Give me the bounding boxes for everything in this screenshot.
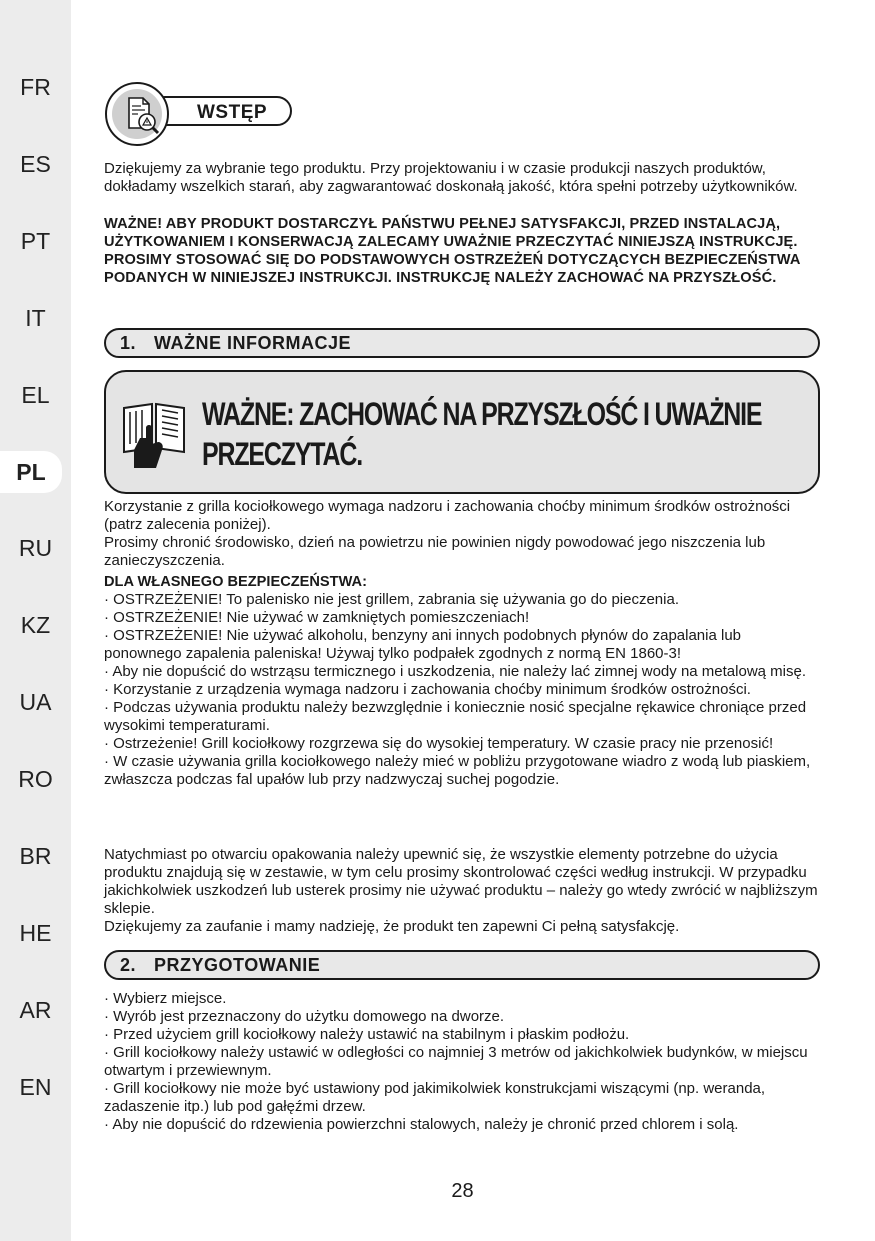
page-number: 28	[451, 1180, 474, 1202]
section-1-paragraph-3: Natychmiast po otwarciu opakowania należy upewnić się, że wszystkie elementy potrzebne do użycia produktu znajdują się w zestawie, w tym celu prosimy skontrolować części według instrukcji. W przypadku jakichkolwiek uszkodzeń lub usterek prosimy nie używać produktu – należy go wtedy zwrócić w najbliższym sklepie.	[104, 846, 818, 917]
safety-bullet-list	[104, 591, 820, 789]
list-item: · W czasie używania grilla kociołkowego należy mieć w pobliżu przygotowane wiadro z wodą lub piaskiem, zwłaszcza podczas fal upałów lub przy nadzwyczaj suchej pogodzie.	[104, 753, 811, 788]
lang-tab-it[interactable]: IT	[25, 305, 46, 331]
list-item: · Ostrzeżenie! Grill kociołkowy rozgrzewa się do wysokiej temperatury. W czasie pracy nie przenosić!	[104, 735, 774, 752]
list-item: · OSTRZEŻENIE! Nie używać alkoholu, benzyny ani innych podobnych płynów do zapalania lub ponownego zapalenia paleniska! Używaj tylko podpałek zgodnych z normą EN 1860-3!	[104, 627, 742, 662]
section-1-paragraph-2: Prosimy chronić środowisko, dzień na powietrzu nie powinien nigdy powodować jego niszczenia lub zanieczyszczenia.	[104, 534, 766, 569]
section-1-number: 1.	[120, 333, 137, 353]
book-hand-icon	[120, 398, 190, 470]
language-sidebar	[0, 0, 71, 1241]
lang-tab-br[interactable]: BR	[19, 843, 52, 869]
section-2-title: PRZYGOTOWANIE	[154, 955, 321, 975]
lang-tab-ua[interactable]: UA	[19, 689, 52, 715]
list-item: · Grill kociołkowy należy ustawić w odległości co najmniej 3 metrów od jakichkolwiek budynków, w miejscu otwartym i przewiewnym.	[104, 1044, 808, 1079]
section-1-title: WAŻNE INFORMACJE	[154, 333, 352, 353]
lang-tab-el[interactable]: EL	[21, 382, 50, 408]
lang-tab-pl[interactable]: PL	[0, 451, 62, 493]
intro-paragraph: Dziękujemy za wybranie tego produktu. Przy projektowaniu i w czasie produkcji naszych produktów, dokładamy wszelkich starań, aby zagwarantować doskonałą jakość, która spełni potrzeby użytkowników.	[104, 160, 798, 195]
lang-tab-fr[interactable]: FR	[20, 74, 51, 100]
list-item: · Podczas używania produktu należy bezwzględnie i koniecznie nosić specjalne rękawice chroniące przed wysokimi temperaturami.	[104, 699, 807, 734]
list-item: · Wyrób jest przeznaczony do użytku domowego na dworze.	[104, 1008, 505, 1025]
lang-tab-he[interactable]: HE	[19, 920, 52, 946]
section-1-paragraph-4: Dziękujemy za zaufanie i mamy nadzieję, że produkt ten zapewni Ci pełną satysfakcję.	[104, 918, 680, 935]
section-2-header	[104, 950, 820, 980]
warning-line-2: PRZECZYTAĆ.	[202, 436, 362, 472]
lang-tab-es[interactable]: ES	[20, 151, 51, 177]
section-1-paragraph-1: Korzystanie z grilla kociołkowego wymaga nadzoru i zachowania choćby minimum środków ostrożności (patrz zalecenia poniżej).	[104, 498, 791, 533]
lang-tab-ar[interactable]: AR	[19, 997, 52, 1023]
list-item: · Przed użyciem grill kociołkowy należy ustawić na stabilnym i płaskim podłożu.	[104, 1026, 630, 1043]
list-item: · OSTRZEŻENIE! To palenisko nie jest grillem, zabrania się używania go do pieczenia.	[104, 591, 679, 608]
safety-heading: DLA WŁASNEGO BEZPIECZEŃSTWA:	[104, 574, 367, 590]
important-warning-box	[104, 370, 820, 494]
list-item: · OSTRZEŻENIE! Nie używać w zamkniętych pomieszczeniach!	[104, 609, 530, 626]
warning-line-1: WAŻNE: ZACHOWAĆ NA PRZYSZŁOŚĆ I UWAŻNIE	[202, 396, 762, 432]
section-1-header	[104, 328, 820, 358]
list-item: · Aby nie dopuścić do wstrząsu termicznego i uszkodzenia, nie należy lać zimnej wody na metalową misę.	[104, 663, 806, 680]
lang-tab-pt[interactable]: PT	[20, 228, 51, 254]
warning-text	[202, 394, 764, 474]
list-item: · Grill kociołkowy nie może być ustawiony pod jakimikolwiek konstrukcjami wiszącymi (np. weranda, zadaszenie itp.) lub pod gałęźmi drzew.	[104, 1080, 766, 1115]
list-item: · Korzystanie z urządzenia wymaga nadzoru i zachowania choćby minimum środków ostrożności.	[104, 681, 751, 698]
intro-important-notice: WAŻNE! ABY PRODUKT DOSTARCZYŁ PAŃSTWU PEŁNEJ SATYSFAKCJI, PRZED INSTALACJĄ, UŻYTKOWANIEM I KONSERWACJĄ ZALECAMY UWAŻNIE PRZECZYTAĆ NINIEJSZĄ INSTRUKCJĘ. PROSIMY STOSOWAĆ SIĘ DO PODSTAWOWYCH OSTRZEŻEŃ DOTYCZĄCYCH BEZPIECZEŃSTWA PODANYCH W NINIEJSZEJ INSTRUKCJI. INSTRUKCJĘ NALEŻY ZACHOWAĆ NA PRZYSZŁOŚĆ.	[104, 216, 800, 286]
lang-tab-ru[interactable]: RU	[18, 535, 53, 561]
document-warning-magnifier-icon	[105, 82, 169, 146]
list-item: · Aby nie dopuścić do rdzewienia powierzchni stalowych, należy je chronić przed chlorem i solą.	[104, 1116, 739, 1133]
section-2-number: 2.	[120, 955, 137, 975]
preparation-bullet-list	[104, 990, 820, 1134]
intro-title: WSTĘP	[150, 96, 292, 126]
lang-tab-en[interactable]: EN	[19, 1074, 52, 1100]
lang-tab-ro[interactable]: RO	[18, 766, 53, 792]
intro-heading-block	[105, 82, 305, 152]
lang-tab-kz[interactable]: KZ	[20, 612, 51, 638]
list-item: · Wybierz miejsce.	[104, 990, 227, 1007]
